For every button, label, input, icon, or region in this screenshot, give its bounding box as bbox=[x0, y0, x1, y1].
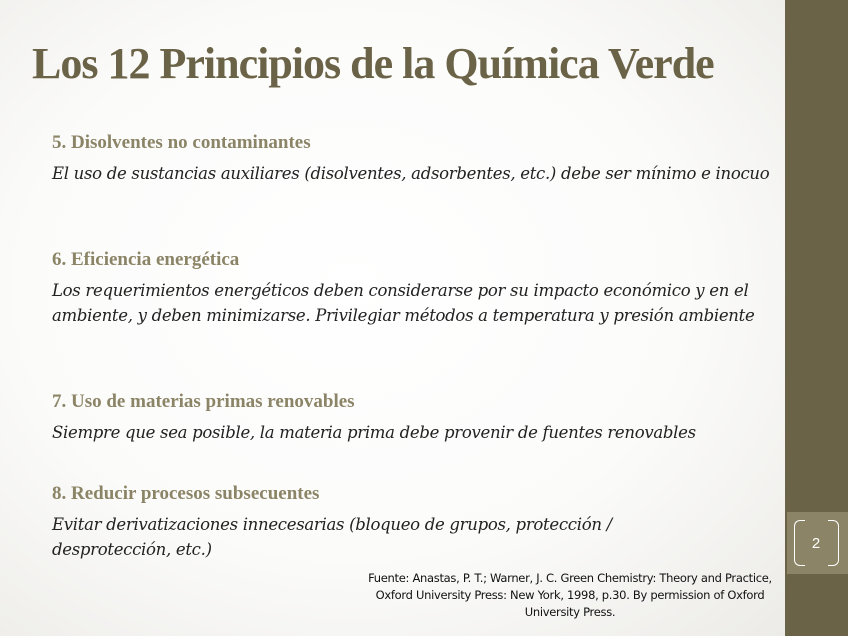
principle-8-heading: 8. Reducir procesos subsecuentes bbox=[52, 483, 320, 504]
principle-8-body: Evitar derivatizaciones innecesarias (bloqueo de grupos, protección / desprotección, etc.) bbox=[52, 515, 612, 559]
principle-6-body: Los requerimientos energéticos deben considerarse por su impacto económico y en el ambiente, y deben minimizarse. Privilegiar métodos a temperatura y presión ambiente bbox=[52, 281, 755, 325]
principle-6-heading: 6. Eficiencia energética bbox=[52, 249, 240, 270]
page-number: 2 bbox=[811, 534, 821, 552]
principle-7-body: Siempre que sea posible, la materia prima debe provenir de fuentes renovables bbox=[52, 423, 696, 442]
principle-7-heading: 7. Uso de materias primas renovables bbox=[52, 391, 355, 412]
principle-5-body: El uso de sustancias auxiliares (disolventes, adsorbentes, etc.) debe ser mínimo e inocuo bbox=[52, 164, 770, 183]
principle-5-heading: 5. Disolventes no contaminantes bbox=[52, 132, 311, 153]
source-citation: Fuente: Anastas, P. T.; Warner, J. C. Green Chemistry: Theory and Practice, Oxford University Press: New York, 1998, p.30. By permission of Oxford University Press. bbox=[368, 571, 772, 619]
slide-title: Los 12 Principios de la Química Verde bbox=[32, 39, 714, 88]
